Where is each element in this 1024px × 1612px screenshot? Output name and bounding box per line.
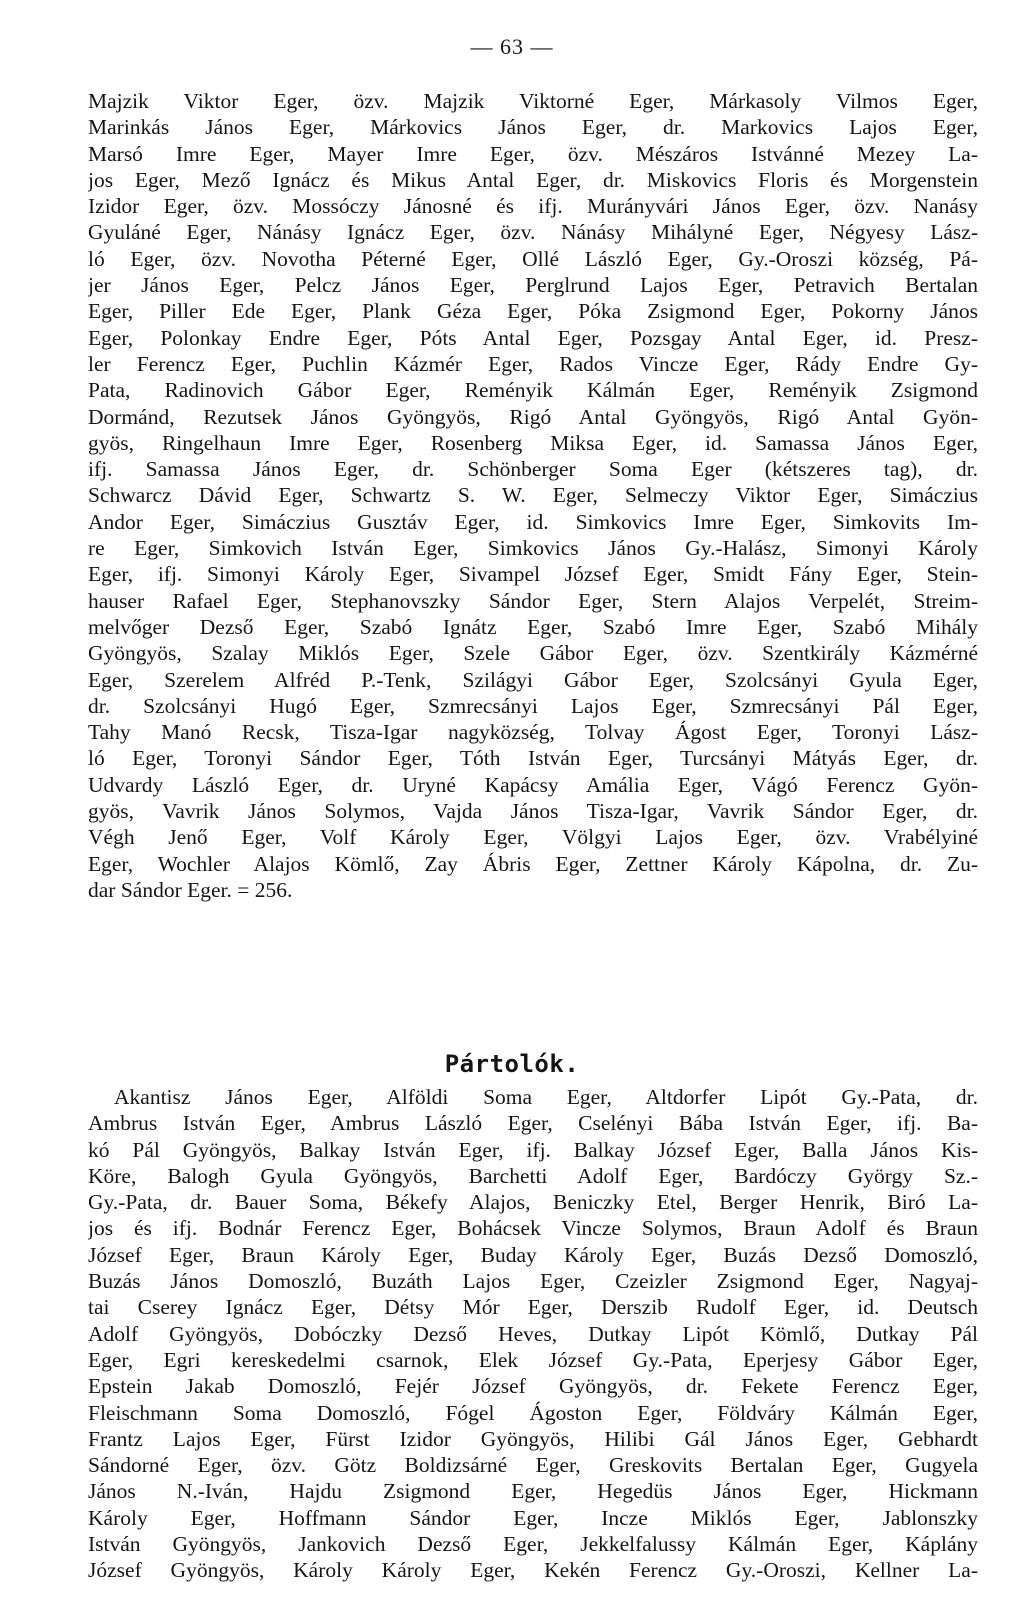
section-heading: Pártolók. (444, 1050, 580, 1078)
text-line: melvőger Dezső Eger, Szabó Ignátz Eger, Szabó Imre Eger, Szabó Mihály (88, 614, 978, 639)
text-line: Buzás János Domoszló, Buzáth Lajos Eger, Czeizler Zsigmond Eger, Nagyaj- (88, 1269, 978, 1294)
text-line: József Eger, Braun Károly Eger, Buday Károly Eger, Buzás Dezső Domoszló, (88, 1242, 978, 1267)
text-line: Marinkás János Eger, Márkovics János Eger, dr. Markovics Lajos Eger, (88, 115, 978, 140)
text-line: Izidor Eger, özv. Mossóczy Jánosné és ifj. Murányvári János Eger, özv. Nanásy (88, 194, 978, 219)
text-line: János N.-Iván, Hajdu Zsigmond Eger, Hegedüs János Eger, Hickmann (88, 1479, 978, 1504)
text-line: jer János Eger, Pelcz János Eger, Perglrund Lajos Eger, Petravich Bertalan (88, 273, 978, 298)
text-line: dr. Szolcsányi Hugó Eger, Szmrecsányi Lajos Eger, Szmrecsányi Pál Eger, (88, 693, 978, 718)
text-line: Frantz Lajos Eger, Fürst Izidor Gyöngyös, Hilibi Gál János Eger, Gebhardt (88, 1426, 978, 1451)
text-line: Gy.-Pata, dr. Bauer Soma, Békefy Alajos, Beniczky Etel, Berger Henrik, Biró La- (88, 1190, 978, 1215)
text-line: Gyöngyös, Szalay Miklós Eger, Szele Gábor Eger, özv. Szentkirály Kázmérné (88, 641, 978, 666)
text-line: ló Eger, Toronyi Sándor Eger, Tóth István Eger, Turcsányi Mátyás Eger, dr. (88, 746, 978, 771)
text-line: Udvardy László Eger, dr. Uryné Kapácsy Amália Eger, Vágó Ferencz Gyön- (88, 772, 978, 797)
text-line: Marsó Imre Eger, Mayer Imre Eger, özv. Mészáros Istvánné Mezey La- (88, 141, 978, 166)
text-line: gyös, Ringelhaun Imre Eger, Rosenberg Miksa Eger, id. Samassa János Eger, (88, 430, 978, 455)
text-line: tai Cserey Ignácz Eger, Détsy Mór Eger, Derszib Rudolf Eger, id. Deutsch (88, 1295, 978, 1320)
text-line: Károly Eger, Hoffmann Sándor Eger, Incze Miklós Eger, Jablonszky (88, 1505, 978, 1530)
text-line: Eger, Wochler Alajos Kömlő, Zay Ábris Eger, Zettner Károly Kápolna, dr. Zu- (88, 851, 978, 876)
text-line: jos és ifj. Bodnár Ferencz Eger, Bohácsek Vincze Solymos, Braun Adolf és Braun (88, 1216, 978, 1241)
text-line: Akantisz János Eger, Alföldi Soma Eger, Altdorfer Lipót Gy.-Pata, dr. (114, 1085, 978, 1109)
text-line: ló Eger, özv. Novotha Péterné Eger, Ollé László Eger, Gy.-Oroszi község, Pá- (88, 246, 978, 271)
text-line: Ambrus István Eger, Ambrus László Eger, Cselényi Bába István Eger, ifj. Ba- (88, 1111, 978, 1136)
members-list (88, 88, 978, 903)
text-line: Gyuláné Eger, Nánásy Ignácz Eger, özv. Nánásy Mihályné Eger, Négyesy Lász- (88, 220, 978, 245)
text-line: Végh Jenő Eger, Volf Károly Eger, Völgyi Lajos Eger, özv. Vrabélyiné (88, 825, 978, 850)
text-line: Epstein Jakab Domoszló, Fejér József Gyöngyös, dr. Fekete Ferencz Eger, (88, 1374, 978, 1399)
text-line: Eger, ifj. Simonyi Károly Eger, Sivampel József Eger, Smidt Fány Eger, Stein- (88, 562, 978, 587)
supporters-list (88, 1084, 978, 1584)
text-line: re Eger, Simkovich István Eger, Simkovics János Gy.-Halász, Simonyi Károly (88, 536, 978, 561)
text-line: Fleischmann Soma Domoszló, Fógel Ágoston Eger, Földváry Kálmán Eger, (88, 1400, 978, 1425)
text-line: Schwarcz Dávid Eger, Schwartz S. W. Eger, Selmeczy Viktor Eger, Simáczius (88, 483, 978, 508)
text-line: Sándorné Eger, özv. Götz Boldizsárné Eger, Greskovits Bertalan Eger, Gugyela (88, 1453, 978, 1478)
text-line: dar Sándor Eger. = 256. (88, 877, 293, 902)
text-line: ler Ferencz Eger, Puchlin Kázmér Eger, Rados Vincze Eger, Rády Endre Gy- (88, 351, 978, 376)
text-line: Eger, Egri kereskedelmi csarnok, Elek József Gy.-Pata, Eperjesy Gábor Eger, (88, 1347, 978, 1372)
text-line: József Gyöngyös, Károly Károly Eger, Kekén Ferencz Gy.-Oroszi, Kellner La- (88, 1558, 978, 1583)
text-line: Majzik Viktor Eger, özv. Majzik Viktorné Eger, Márkasoly Vilmos Eger, (88, 89, 978, 113)
page-number: — 63 — (470, 34, 554, 59)
text-line: Eger, Szerelem Alfréd P.-Tenk, Szilágyi Gábor Eger, Szolcsányi Gyula Eger, (88, 667, 978, 692)
text-line: ifj. Samassa János Eger, dr. Schönberger Soma Eger (kétszeres tag), dr. (88, 457, 978, 482)
text-line: Eger, Piller Ede Eger, Plank Géza Eger, Póka Zsigmond Eger, Pokorny János (88, 299, 978, 324)
text-line: jos Eger, Mező Ignácz és Mikus Antal Eger, dr. Miskovics Floris és Morgenstein (88, 167, 978, 192)
text-line: Eger, Polonkay Endre Eger, Póts Antal Eger, Pozsgay Antal Eger, id. Presz- (88, 325, 978, 350)
text-line: Tahy Manó Recsk, Tisza-Igar nagyközség, Tolvay Ágost Eger, Toronyi Lász- (88, 720, 978, 745)
text-line: gyös, Vavrik János Solymos, Vajda János Tisza-Igar, Vavrik Sándor Eger, dr. (88, 799, 978, 824)
text-line: Andor Eger, Simáczius Gusztáv Eger, id. Simkovics Imre Eger, Simkovits Im- (88, 509, 978, 534)
text-line: hauser Rafael Eger, Stephanovszky Sándor Eger, Stern Alajos Verpelét, Streim- (88, 588, 978, 613)
text-line: Dormánd, Rezutsek János Gyöngyös, Rigó Antal Gyöngyös, Rigó Antal Gyön- (88, 404, 978, 429)
text-line: Pata, Radinovich Gábor Eger, Reményik Kálmán Eger, Reményik Zsigmond (88, 378, 978, 403)
text-line: Köre, Balogh Gyula Gyöngyös, Barchetti Adolf Eger, Bardóczy György Sz.- (88, 1163, 978, 1188)
text-line: Adolf Gyöngyös, Dobóczky Dezső Heves, Dutkay Lipót Kömlő, Dutkay Pál (88, 1321, 978, 1346)
text-line: István Gyöngyös, Jankovich Dezső Eger, Jekkelfalussy Kálmán Eger, Káplány (88, 1532, 978, 1557)
text-line: kó Pál Gyöngyös, Balkay István Eger, ifj. Balkay József Eger, Balla János Kis- (88, 1137, 978, 1162)
